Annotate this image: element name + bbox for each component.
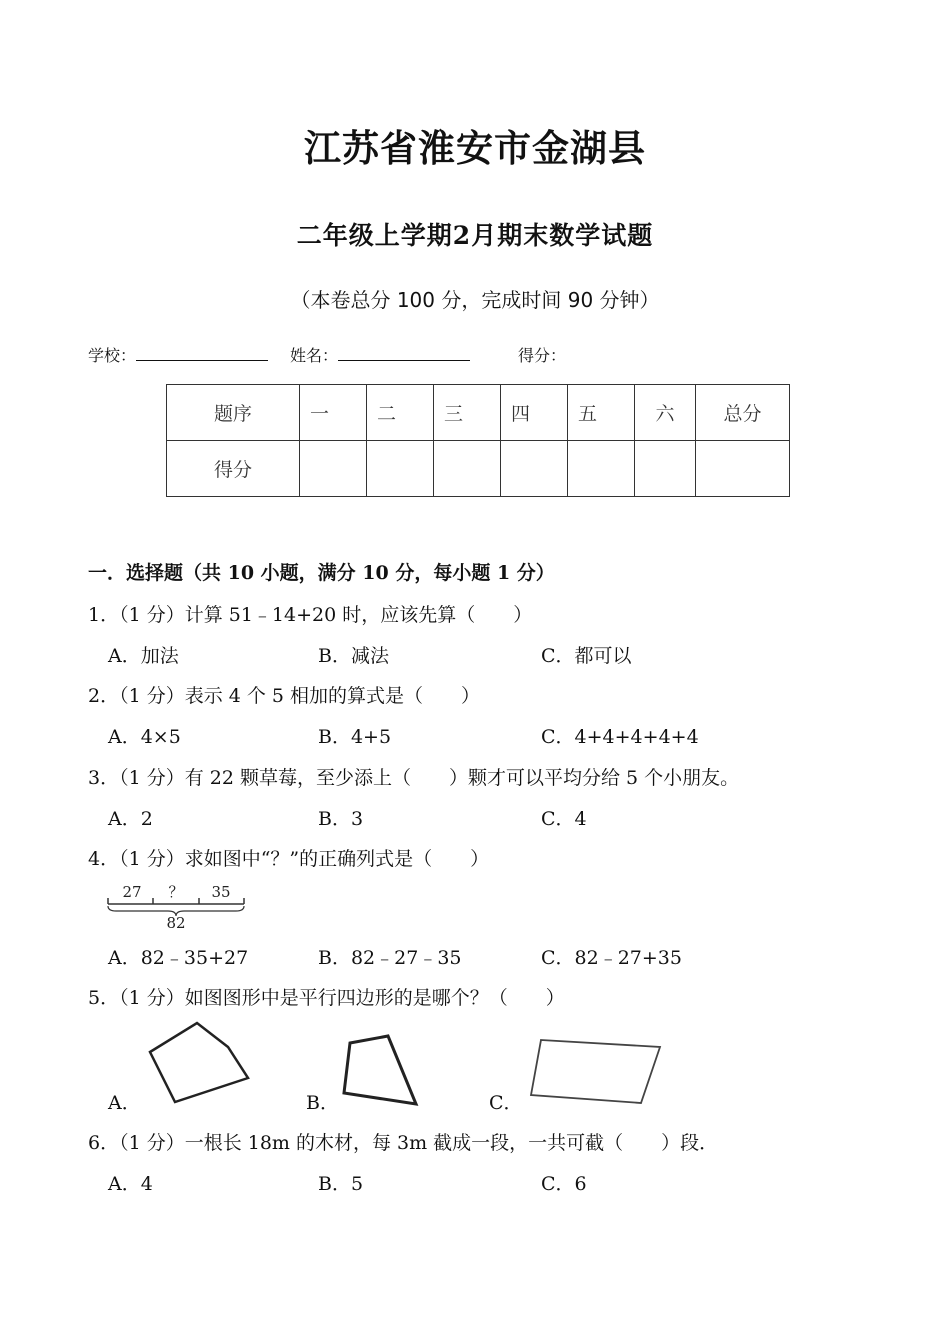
table-cell: 题序 — [167, 385, 300, 441]
exam-note: （本卷总分 100 分，完成时间 90 分钟） — [290, 288, 660, 312]
table-cell: 得分 — [167, 441, 300, 497]
question-stem: 2．（1 分）表示 4 个 5 相加的算式是（ ） — [88, 685, 481, 707]
parallelogram-shape — [526, 1035, 666, 1115]
school-field — [88, 343, 268, 366]
trapezoid-shape — [338, 1028, 428, 1128]
option-c[interactable]: C． — [489, 1092, 523, 1114]
option-a[interactable]: A．4×5 — [108, 726, 181, 748]
option-b[interactable]: B．5 — [318, 1173, 364, 1195]
table-cell: 四 — [501, 385, 568, 441]
question-stem: 3．（1 分）有 22 颗草莓，至少添上（ ）颗才可以平均分给 5 个小朋友。 — [88, 767, 740, 789]
school-label: 学校： — [88, 346, 137, 365]
table-cell: 三 — [434, 385, 501, 441]
table-cell[interactable] — [501, 441, 568, 497]
page-title: 江苏省淮安市金湖县 — [304, 126, 646, 170]
table-cell[interactable] — [635, 441, 696, 497]
score-table-header-row — [167, 385, 790, 441]
question-stem: 5．（1 分）如图图形中是平行四边形的是哪个？（ ） — [88, 987, 565, 1009]
option-a[interactable]: A． — [108, 1092, 141, 1114]
page-subtitle: 二年级上学期2月期末数学试题 — [296, 221, 654, 250]
diagram-part-label: 35 — [211, 883, 231, 901]
table-cell: 总分 — [696, 385, 790, 441]
table-cell: 一 — [300, 385, 367, 441]
pentagon-shape — [140, 1015, 260, 1115]
option-b[interactable]: B．3 — [318, 808, 364, 830]
option-b[interactable]: B．4+5 — [318, 726, 392, 748]
option-a[interactable]: A．2 — [108, 808, 153, 830]
option-c[interactable]: C．都可以 — [541, 645, 632, 667]
table-cell[interactable] — [696, 441, 790, 497]
option-b[interactable]: B．82﹣27﹣35 — [318, 947, 462, 969]
option-a[interactable]: A．82﹣35+27 — [108, 947, 249, 969]
diagram-part-label: 27 — [122, 883, 142, 901]
question-stem: 1．（1 分）计算 51﹣14+20 时，应该先算（ ） — [88, 604, 533, 626]
option-c[interactable]: C．4 — [541, 808, 587, 830]
option-a[interactable]: A．加法 — [108, 645, 179, 667]
option-b[interactable]: B． — [306, 1092, 339, 1114]
score-label: 得分： — [518, 346, 567, 365]
question-stem: 4．（1 分）求如图中“？”的正确列式是（ ） — [88, 848, 490, 870]
table-cell[interactable] — [434, 441, 501, 497]
option-c[interactable]: C．4+4+4+4+4 — [541, 726, 699, 748]
name-field — [290, 343, 470, 366]
score-table-score-row — [167, 441, 790, 497]
table-cell[interactable] — [568, 441, 635, 497]
table-cell: 六 — [635, 385, 696, 441]
question-stem: 6．（1 分）一根长 18m 的木材，每 3m 截成一段，一共可截（ ）段． — [88, 1132, 719, 1154]
name-label: 姓名： — [290, 346, 339, 365]
school-blank — [136, 346, 268, 361]
name-blank — [338, 346, 470, 361]
option-c[interactable]: C．82﹣27+35 — [541, 947, 682, 969]
diagram-total-label: 82 — [166, 914, 186, 932]
option-c[interactable]: C．6 — [541, 1173, 587, 1195]
table-cell[interactable] — [300, 441, 367, 497]
table-cell: 二 — [367, 385, 434, 441]
score-table — [166, 384, 790, 497]
table-cell[interactable] — [367, 441, 434, 497]
option-b[interactable]: B．减法 — [318, 645, 389, 667]
option-a[interactable]: A．4 — [108, 1173, 153, 1195]
diagram-part-label: ？ — [168, 883, 184, 901]
segment-diagram — [106, 882, 246, 930]
section-heading: 一．选择题（共 10 小题，满分 10 分，每小题 1 分） — [88, 562, 555, 584]
table-cell: 五 — [568, 385, 635, 441]
